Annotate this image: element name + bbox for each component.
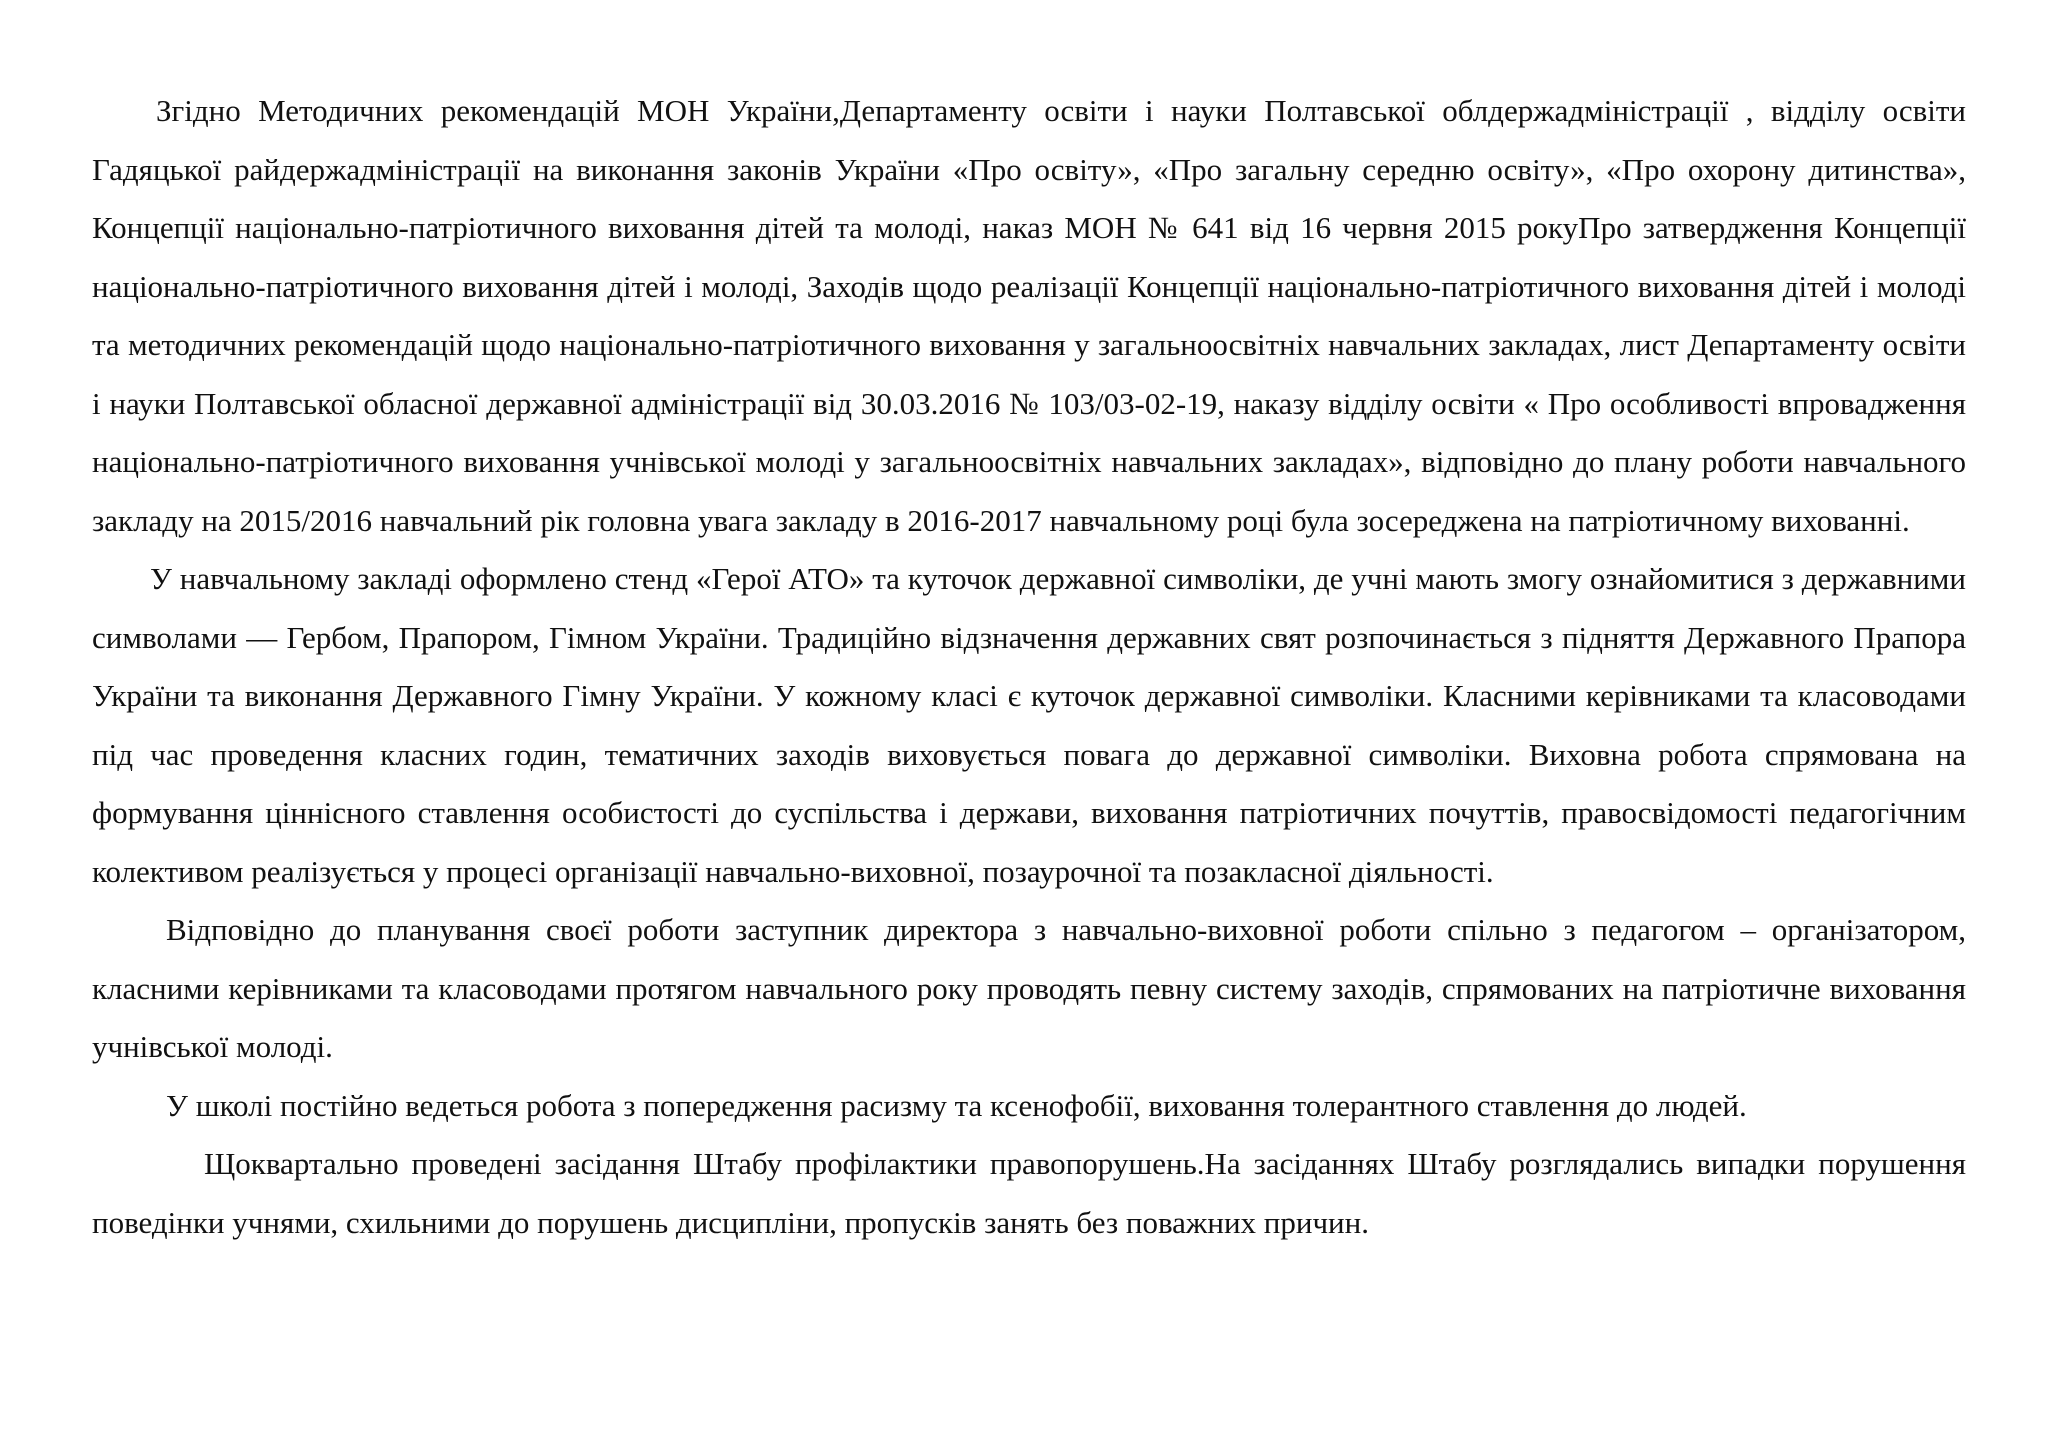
paragraph-prevention-headquarters: Щоквартально проведені засідання Штабу профілактики правопорушень.На засіданнях Штабу розглядались випадки порушення поведінки учнями, схильними до порушень дисципліни, пропусків занять без поважних причин. [92, 1146, 1966, 1240]
paragraph-legal-basis: Згідно Методичних рекомендацій МОН України,Департаменту освіти і науки Полтавської облдержадміністрації , відділу освіти Гадяцької райдержадміністрації на виконання законів України «Про освіту», «Про загальну середню освіту», «Про охорону дитинства», Концепції національно-патріотичного виховання дітей та молоді, наказ МОН № 641 від 16 червня 2015 рокуПро затвердження Концепції національно-патріотичного виховання дітей і молоді, Заходів щодо реалізації Концепції національно-патріотичного виховання дітей і молоді та методичних рекомендацій щодо національно-патріотичного виховання у загальноосвітніх навчальних закладах, лист Департаменту освіти і науки Полтавської обласної державної адміністрації від 30.03.2016 № 103/03-02-19, наказу відділу освіти « Про особливості впровадження національно-патріотичного виховання учнівської молоді у загальноосвітніх навчальних закладах», відповідно до плану роботи навчального закладу на 2015/2016 навчальний рік головна увага закладу в 2016-2017 навчальному році була зосереджена на патріотичному вихованні. [92, 93, 1966, 538]
document-page [92, 82, 1966, 1252]
paragraph-tolerance: У школі постійно ведеться робота з попередження расизму та ксенофобії, виховання толерантного ставлення до людей. [166, 1087, 1747, 1123]
paragraph-state-symbols: У навчальному закладі оформлено стенд «Герої АТО» та куточок державної символіки, де учні мають змогу ознайомитися з державними символами — Гербом, Прапором, Гімном України. Традиційно відзначення державних свят розпочинається з підняття Державного Прапора України та виконання Державного Гімну України. У кожному класі є куточок державної символіки. Класними керівниками та класоводами під час проведення класних годин, тематичних заходів виховується повага до державної символіки. Виховна робота спрямована на формування ціннісного ставлення особистості до суспільства і держави, виховання патріотичних почуттів, правосвідомості педагогічним колективом реалізується у процесі організації навчально-виховної, позаурочної та позакласної діяльності. [92, 561, 1966, 889]
paragraph-planning: Відповідно до планування своєї роботи заступник директора з навчально-виховної роботи спільно з педагогом – організатором, класними керівниками та класоводами протягом навчального року проводять певну систему заходів, спрямованих на патріотичне виховання учнівської молоді. [92, 912, 1966, 1064]
